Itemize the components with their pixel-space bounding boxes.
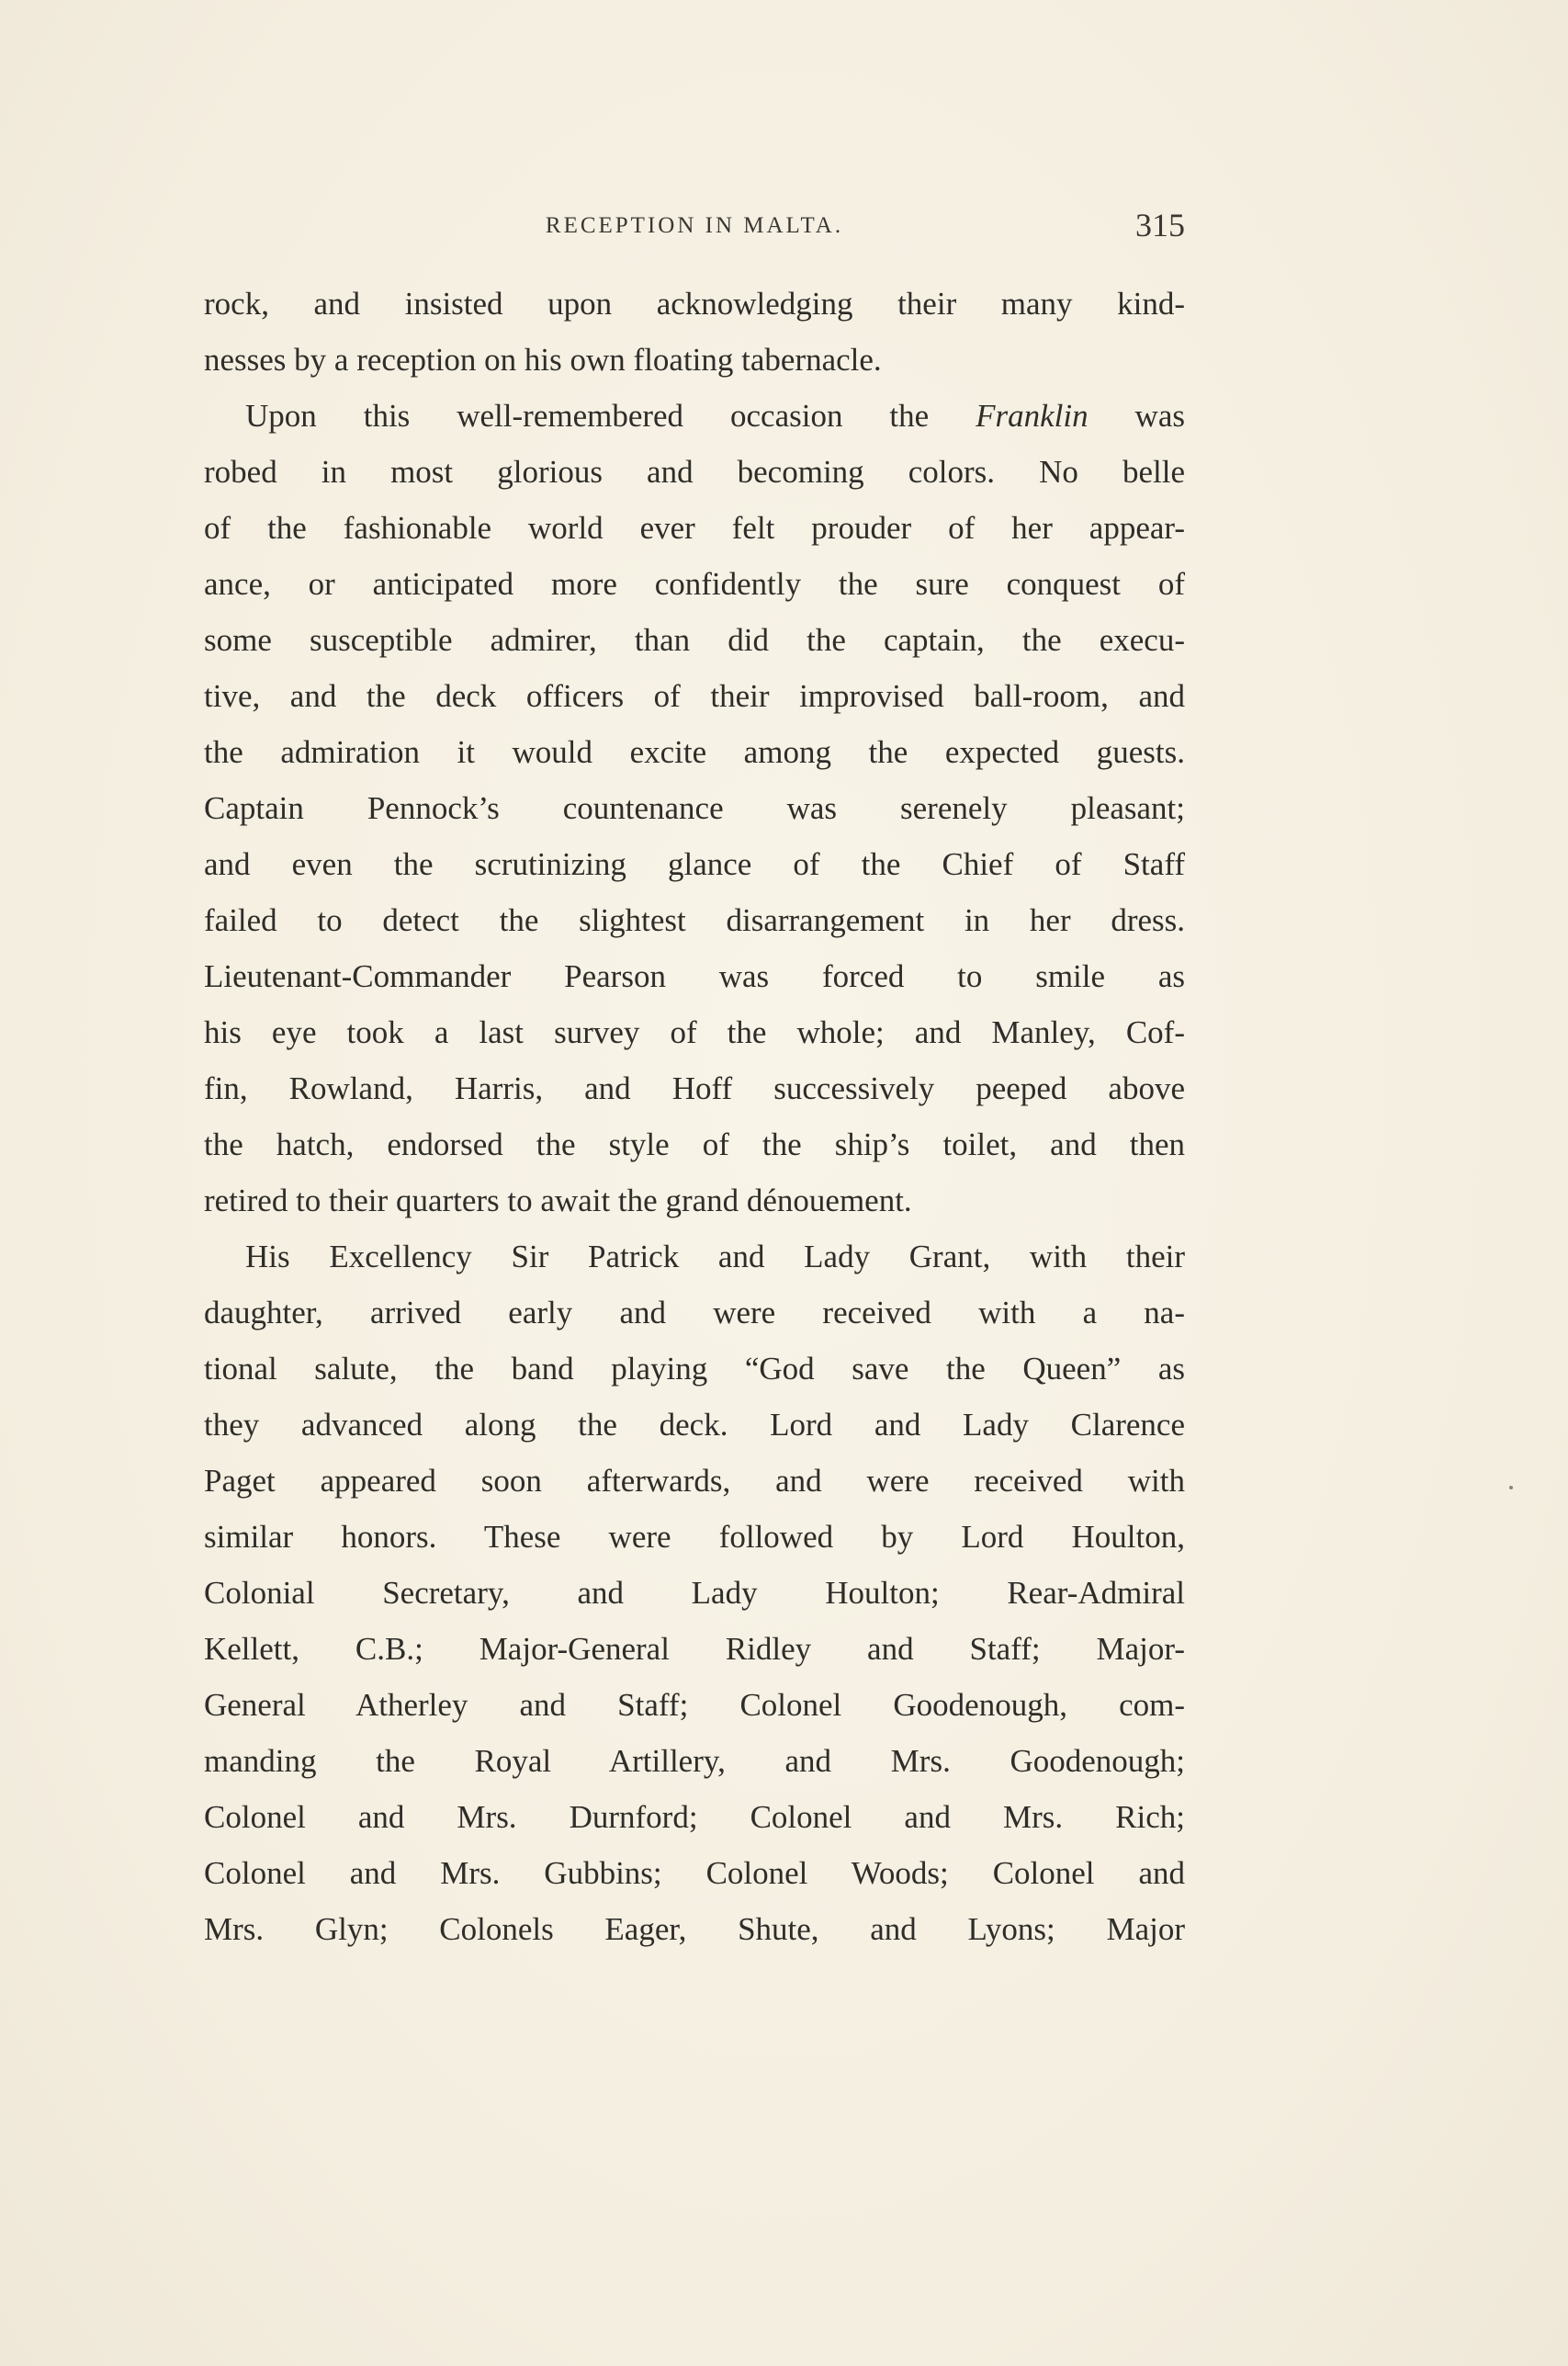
text-line: similar honors. These were followed by Lord Houlton, — [204, 1519, 1185, 1555]
text-line: the admiration it would excite among the expected guests. — [204, 734, 1185, 770]
text-line: General Atherley and Staff; Colonel Goodenough, com- — [204, 1687, 1185, 1723]
paper-speck — [1509, 1486, 1513, 1489]
text-line: Mrs. Glyn; Colonels Eager, Shute, and Lyons; Major — [204, 1911, 1185, 1947]
text-line: failed to detect the slightest disarrangement in her dress. — [204, 902, 1185, 938]
text-line: His Excellency Sir Patrick and Lady Grant, with their — [245, 1239, 1185, 1274]
text-line: of the fashionable world ever felt prouder of her appear- — [204, 510, 1185, 546]
text-line: tive, and the deck officers of their improvised ball-room, and — [204, 678, 1185, 714]
text-line: Kellett, C.B.; Major-General Ridley and Staff; Major- — [204, 1631, 1185, 1667]
text-line: retired to their quarters to await the grand dénouement. — [204, 1183, 912, 1218]
text-line: manding the Royal Artillery, and Mrs. Goodenough; — [204, 1743, 1185, 1779]
text-line: Lieutenant-Commander Pearson was forced to smile as — [204, 958, 1185, 994]
text-line: the hatch, endorsed the style of the ship’s toilet, and then — [204, 1126, 1185, 1162]
text-line: Colonel and Mrs. Durnford; Colonel and Mrs. Rich; — [204, 1799, 1185, 1835]
body-text — [204, 276, 1185, 1957]
text-line: they advanced along the deck. Lord and Lady Clarence — [204, 1407, 1185, 1443]
text-line: Colonel and Mrs. Gubbins; Colonel Woods; Colonel and — [204, 1855, 1185, 1891]
text-line: Captain Pennock’s countenance was serenely pleasant; — [204, 790, 1185, 826]
text-line: nesses by a reception on his own floating tabernacle. — [204, 342, 882, 378]
text-line: and even the scrutinizing glance of the Chief of Staff — [204, 846, 1185, 882]
ship-name: Franklin — [976, 398, 1089, 434]
text-line — [204, 388, 1185, 444]
text-line: Paget appeared soon afterwards, and were received with — [204, 1463, 1185, 1499]
text-line: daughter, arrived early and were received with a na- — [204, 1295, 1185, 1330]
text-line: rock, and insisted upon acknowledging their many kind- — [204, 286, 1185, 322]
text-line: fin, Rowland, Harris, and Hoff successively peeped above — [204, 1070, 1185, 1106]
text-line: ance, or anticipated more confidently the sure conquest of — [204, 566, 1185, 602]
text-run: Upon this well-remembered occasion the — [245, 398, 976, 434]
text-line: his eye took a last survey of the whole; and Manley, Cof- — [204, 1014, 1185, 1050]
text-line: some susceptible admirer, than did the captain, the execu- — [204, 622, 1185, 658]
page-number: 315 — [1135, 207, 1185, 243]
running-title: RECEPTION IN MALTA. — [545, 213, 844, 238]
text-line: robed in most glorious and becoming colors. No belle — [204, 454, 1185, 490]
text-run: was — [1088, 398, 1185, 434]
text-line: Colonial Secretary, and Lady Houlton; Rear-Admiral — [204, 1575, 1185, 1611]
text-line: tional salute, the band playing “God save the Queen” as — [204, 1351, 1185, 1387]
running-head — [204, 209, 1185, 246]
